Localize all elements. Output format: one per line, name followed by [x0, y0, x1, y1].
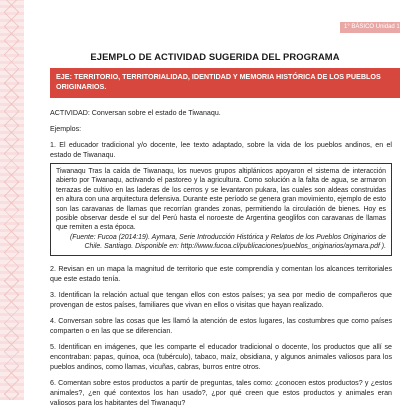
step-1: 1. El educador tradicional y/o docente, lee texto adaptado, sobre la vida de los pueblos andinos, en el estado de Tiwanaqu. — [50, 141, 392, 159]
activity-content — [50, 108, 392, 414]
axis-banner: EJE: TERRITORIO, TERRITORIALIDAD, IDENTIDAD Y MEMORIA HISTÓRICA DE LOS PUEBLOS ORIGINARIOS. — [50, 68, 400, 98]
quote-box — [50, 163, 392, 256]
decorative-border — [0, 0, 24, 400]
page-title: EJEMPLO DE ACTIVIDAD SUGERIDA DEL PROGRAMA — [90, 51, 340, 62]
step-6: 6. Comentan sobre estos productos a partir de preguntas, tales como: ¿conocen estos productos? y ¿estos animales?, ¿en qué contextos los han usado?, ¿por qué creen que estos productos y animales eran valiosos para los habitantes del Tiwanaqu? — [50, 378, 392, 407]
activity-label: ACTIVIDAD: Conversan sobre el estado de Tiwanaqu. — [50, 109, 221, 117]
step-2: 2. Revisan en un mapa la magnitud de territorio que este comprendía y comentan los alcances territoriales que este estado tenía. — [50, 264, 392, 283]
quote-body: Tiwanaqu Tras la caída de Tiwanaqu, los nuevos grupos altiplánicos apoyaron el sistema de interacción abierto por Tiwanaqu, activando el pastoreo y la agricultura. Como solución a la falta de agua, se armaron terrazas de cultivo en las laderas de los cerros y se levantaron pukara, las cuales son aldeas construidas en altura con una arquitectura defensiva. Durante este período se genera gran movimiento, ejemplo de esto son las caravanas de llamas que recorrían grandes zonas, permitiendo la circulación de bienes. Hoy es posible observar desde el sur del Perú hasta el noroeste de Argentina geoglifos con caravanas de llamas que remiten a esta época. — [56, 168, 386, 232]
step-4: 4. Conversan sobre las cosas que les llamó la atención de estos lugares, las costumbres que como países comparten o en las que se diferencian. — [50, 316, 392, 335]
examples-label: Ejemplos: — [50, 125, 82, 133]
step-5: 5. Identifican en imágenes, que les comparte el educador tradicional o docente, los productos que allí se encontraban: papas, quinoa, oca (tubérculo), tabaco, maíz, obsidiana, y algunos animales valiosos para los pueblos andinos, como llamas, vicuñas, cabras, burros entre otros. — [50, 342, 392, 371]
step-3: 3. Identifican la relación actual que tengan ellos con estos países; ya sea por medio de compañeros que provengan de estos países, familiares que vivan en ellos o visitas que hayan realizado. — [50, 290, 392, 309]
grade-badge: 1° BÁSICO Unidad 1 — [340, 22, 400, 33]
quote-citation: (Fuente: Fucoa (2014:19). Aymara, Serie Introducción Histórica y Relatos de los Pueblos Originarios de Chile. Santiago. Disponible en: http://www.fucoa.cl/publicaciones/pueblos_originarios/aymara.pdf ). — [69, 233, 386, 251]
